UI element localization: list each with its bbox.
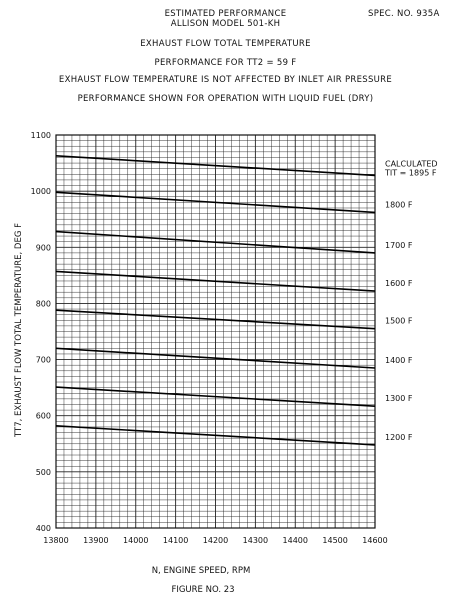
x-tick-label: 13900	[83, 536, 109, 545]
y-tick-label: 400	[35, 524, 51, 533]
title-line-2: ALLISON MODEL 501-KH	[170, 19, 281, 29]
series-label	[384, 159, 438, 177]
y-axis-label: TT7, EXHAUST FLOW TOTAL TEMPERATURE, DEG F	[14, 222, 24, 438]
y-tick-label: 700	[35, 355, 51, 365]
x-tick-label: 14600	[362, 536, 388, 545]
series-label: 1500 F	[385, 316, 413, 326]
x-tick-label: 14000	[123, 536, 149, 545]
y-tick-label: 500	[35, 467, 51, 477]
subtitle-liquid-fuel-note: PERFORMANCE SHOWN FOR OPERATION WITH LIQUID FUEL (DRY)	[77, 94, 374, 104]
y-tick-label: 900	[35, 243, 51, 253]
series-label: 1600 F	[385, 279, 413, 289]
series-label: 1400 F	[385, 355, 413, 365]
series-label-line: TIT = 1895 F	[385, 168, 437, 178]
subtitle-performance-tt2: PERFORMANCE FOR TT2 = 59 F	[154, 58, 297, 68]
series-label-line: CALCULATED	[385, 159, 438, 169]
y-tick-label: 1000	[30, 187, 51, 197]
series-label: 1700 F	[385, 240, 413, 250]
y-tick-labels	[31, 131, 51, 533]
y-tick-label: 600	[35, 411, 51, 421]
x-tick-label: 14500	[322, 536, 348, 545]
figure-caption: FIGURE NO. 23	[171, 585, 235, 595]
x-tick-label: 14100	[162, 536, 189, 545]
y-tick-label: 800	[35, 299, 51, 309]
spec-number: SPEC. NO. 935A	[368, 9, 440, 19]
y-tick-label: 1100	[30, 131, 51, 140]
subtitle-exhaust-flow: EXHAUST FLOW TOTAL TEMPERATURE	[140, 39, 311, 49]
subtitle-inlet-pressure-note: EXHAUST FLOW TEMPERATURE IS NOT AFFECTED BY INLET AIR PRESSURE	[58, 75, 393, 85]
x-tick-label: 14200	[202, 536, 229, 545]
series-label: 1200 F	[385, 432, 413, 442]
x-tick-label: 14400	[282, 536, 308, 545]
title-line-1: ESTIMATED PERFORMANCE	[164, 9, 287, 19]
x-tick-labels	[43, 536, 387, 545]
x-tick-label: 14300	[242, 536, 269, 545]
series-label: 1800 F	[385, 200, 413, 210]
x-tick-label: 13800	[43, 536, 69, 545]
x-axis-label: N, ENGINE SPEED, RPM	[151, 566, 251, 576]
series-label: 1300 F	[385, 394, 413, 404]
series-labels	[384, 159, 438, 441]
